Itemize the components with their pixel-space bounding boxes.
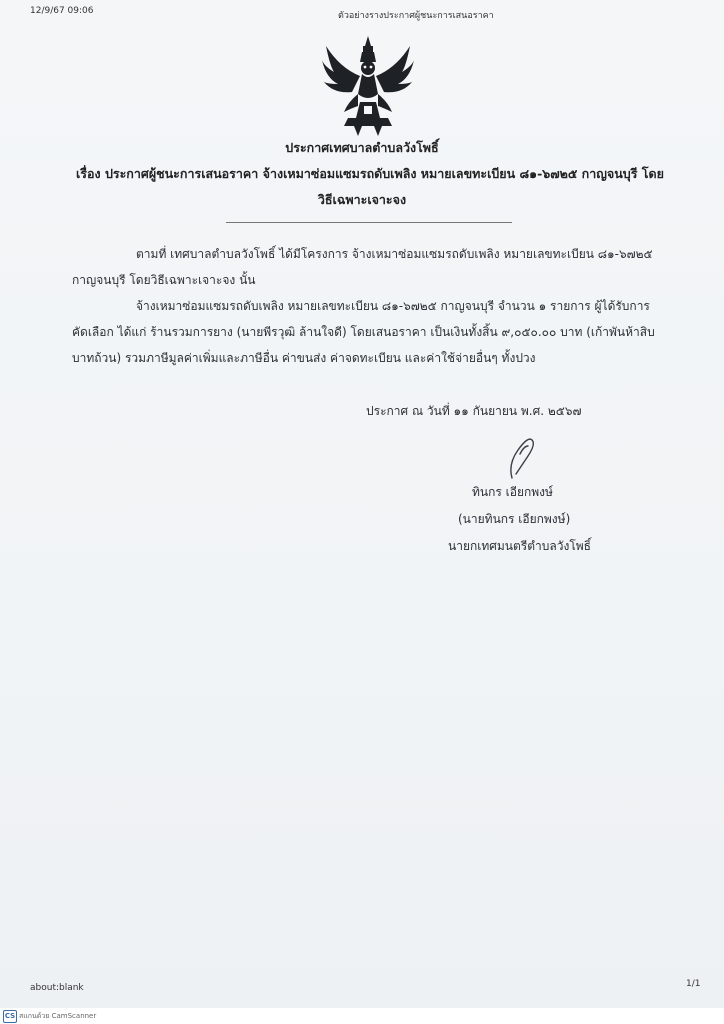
announcement-subject: เรื่อง ประกาศผู้ชนะการเสนอราคา จ้างเหมาซ่อมแซมรถดับเพลิง หมายเลขทะเบียน ๘๑-๖๗๒๕ กาญจนบุรี โดย [76,166,664,181]
paragraph-1-line-2: กาญจนบุรี โดยวิธีเฉพาะเจาะจง นั้น [72,273,256,287]
document-type-header: ตัวอย่างรางประกาศผู้ชนะการเสนอราคา [338,11,494,21]
paragraph-2-line-2: คัดเลือก ได้แก่ ร้านรวมการยาง (นายพีรวุฒิ ล้านใจดี) โดยเสนอราคา เป็นเงินทั้งสิ้น ๙,๐๕๐.๐๐ บาท (เก้าพันห้าสิบ [72,325,655,339]
scanner-watermark-bar [0,1008,724,1024]
announcement-date: ประกาศ ณ วันที่ ๑๑ กันยายน พ.ศ. ๒๕๖๗ [366,404,582,418]
camscanner-label: สแกนด้วย CamScanner [19,1012,97,1020]
paragraph-2-line-3: บาทถ้วน) รวมภาษีมูลค่าเพิ่มและภาษีอื่น ค่าขนส่ง ค่าจดทะเบียน และค่าใช้จ่ายอื่นๆ ทั้งปวง [72,351,536,365]
signatory-full-name: (นายทินกร เอียกพงษ์) [458,512,571,526]
signature-icon [502,434,542,480]
camscanner-logo-icon: CS [3,1010,17,1023]
footer-url: about:blank [30,983,84,993]
garuda-emblem-icon [318,32,418,140]
divider-line [226,222,512,223]
footer-page-number: 1/1 [686,979,701,989]
paragraph-2-line-1: จ้างเหมาซ่อมแซมรถดับเพลิง หมายเลขทะเบียน ๘๑-๖๗๒๕ กาญจนบุรี จำนวน ๑ รายการ ผู้ได้รับการ [136,299,650,313]
signatory-position: นายกเทศมนตรีตำบลวังโพธิ์ [448,539,591,553]
announcement-org: ประกาศเทศบาลตำบลวังโพธิ์ [285,140,439,155]
paragraph-1-line-1: ตามที่ เทศบาลตำบลวังโพธิ์ ได้มีโครงการ จ้างเหมาซ่อมแซมรถดับเพลิง หมายเลขทะเบียน ๘๑-๖๗๒๕ [136,247,653,261]
signatory-name: ทินกร เอียกพงษ์ [472,485,553,499]
print-datetime: 12/9/67 09:06 [30,6,94,16]
announcement-method: วิธีเฉพาะเจาะจง [317,192,407,207]
